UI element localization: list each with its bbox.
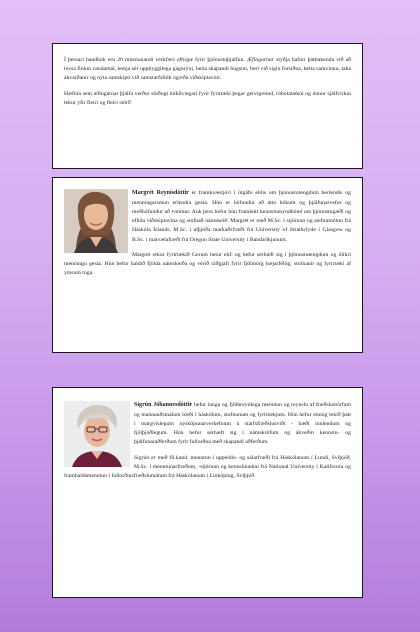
author-card-margret xyxy=(52,177,363,353)
intro-emphasis-2: Æfingarnar xyxy=(246,57,275,63)
margret-bio-paragraph-2: Margrét rekur fyrirtækið Gerum betur ehf. og hefur sérhæft sig í þjónustutengdum og ólíkri menningu gesta. Hún hefur haldið fjölda námskeiða og verið ráðgjafi fyrir fjölmörg bæjarfélög, stofnanir og fyrirtæki af ýmsum toga. xyxy=(64,251,351,277)
sigrun-bio-text-1: hefur langa og fjölbreytilega menntun og reynslu af fræðslustörfum og mannauðsmálum bæði í háskólum, stofnunum og fyrirtækjum. Hún hefur einnig tekið þátt í margvíslegum nýsköpunarverkefnum á starfsfræðslusviði - bæði innlendum og fjölþjóðlegum. Hún hefur sérhæft sig í námskröfum og ákveðin kennslu- og þjálfunaraðferðum fyrir fullorðna með skapandi aðferðum. xyxy=(134,402,351,446)
margret-portrait-photo xyxy=(64,189,128,253)
author-card-sigrun xyxy=(52,387,363,598)
intro-paragraph-1 xyxy=(64,56,351,84)
intro-text-a: Í þessari handbók eru 20 mismunandi verkfæri xyxy=(64,57,175,63)
intro-text-b: fyrir þjónustuþjálfun. xyxy=(195,57,245,63)
intro-paragraph-2: Hæfnin sem æfingarnar þjálfa verður stöðugt mikilvægari fyrir fyrirtæki þegar gervigreind, róbotatækni og önnur sjálfvirkni tekur yfir fleiri og fleiri störf! xyxy=(64,90,351,106)
sigrun-name: Sigrún Jóhannesdóttir xyxy=(134,402,193,408)
intro-text-c: styðja hafnir þátttakenda við að leysa flókin vandamál, temja sér uppbyggilega gagnrýni, beita skapandi hugsun, færi við sigin forsíðna, beita samvinnu, taka ákvarðanir og nýta samskipti við samstarfsfólk og/eða viðskiptavini. xyxy=(64,57,352,82)
sigrun-bio-paragraph-2: Sigrún er með fil.kand. menntun í uppeldis- og sálarfræði frá Háskólanum í Lundi, Svíþjóð, M.Sc. í menntunarfræðum, -stjórnun og kennslutækni frá National University í Kaliforníu og framhaldsmenntun í fullorðinsfræðslumálum frá Háskólanum í Linköping, Svíþjóð. xyxy=(64,454,351,480)
intro-card xyxy=(52,43,363,169)
margret-name: Margrét Reynisdóttir xyxy=(132,190,189,196)
margret-bio-text-1: er framkvæstjóri í útgáfu ehlis um þjónustutengdum berlendis og menningarsmun erlendra gesta. Hún er höfundur að átta bókum og þjálfunarvefur og meðhöfundur að tveimur. Auk þess hefur hún framleitt kennslumyndbönd um þjónustugæði og eflida viðskiptavina og stofnað námskeið. Margrét er með M.Sc. í stjórnun og stefnumótun frá Háskóla Íslands, M.Sc. í alþjóða markaðsfræði frá University of Strathclyde í Glasgow og B.Sc. í matvælafræði frá Oregon State University í Bandaríkjunum. xyxy=(132,190,351,243)
intro-emphasis-1: eftirgæ xyxy=(176,57,194,63)
sigrun-portrait-photo xyxy=(64,401,130,467)
